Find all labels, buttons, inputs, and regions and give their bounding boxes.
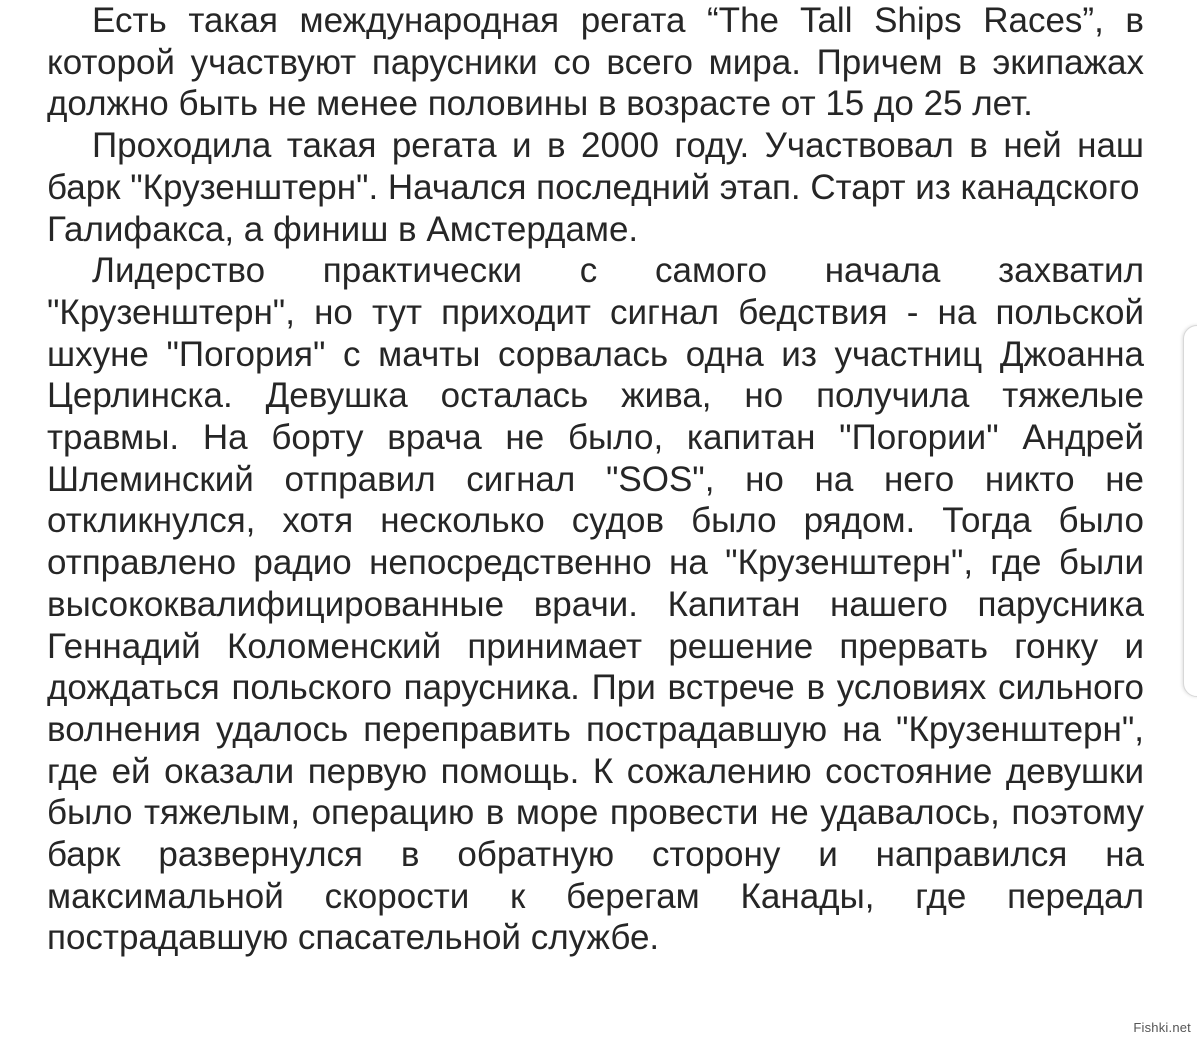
paragraph-rescue-story: Лидерство практически с самого начала захватил "Крузенштерн", но тут приходит сигнал бедствия - на польской шхуне "Погория" с мачты сорвалась одна из участниц Джоанна Церлинска. Девушка осталась жива, но получила тяжелые травмы. На борту врача не было, капитан "Погории" Андрей Шлеминский отправил сигнал "SOS", но на него никто не откликнулся, хотя несколько судов было рядом. Тогда было отправлено радио непосредственно на "Крузенштерн", где были высококвалифицированные врачи. Капитан нашего парусника Геннадий Коломенский принимает решение прервать гонку и дождаться польского парусника. При встрече в условиях сильного волнения удалось переправить пострадавшую на "Крузенштерн", где ей оказали первую помощь. К сожалению состояние девушки было тяжелым, операцию в море провести не удавалось, поэтому барк развернулся в обратную сторону и направился на максимальной скорости к берегам Канады, где передал пострадавшую спасательной службе. xyxy=(47,251,1144,958)
paragraph-route: Галифакса, а финиш в Амстердаме. xyxy=(47,209,639,249)
paragraph-regatta-intro: Есть такая международная регата “The Tall Ships Races”, в которой участвуют парусники со всего мира. Причем в экипажах должно быть не менее половины в возрасте от 15 до 25 лет. xyxy=(47,1,1144,124)
scrollbar-handle[interactable] xyxy=(1183,325,1197,697)
article-text xyxy=(47,0,1144,959)
paragraph-regatta-2000: Проходила такая регата и в 2000 году. Участвовал в ней наш барк "Крузенштерн". Начался последний этап. Старт из канадского xyxy=(47,126,1144,207)
watermark: Fishki.net xyxy=(1133,1020,1191,1035)
